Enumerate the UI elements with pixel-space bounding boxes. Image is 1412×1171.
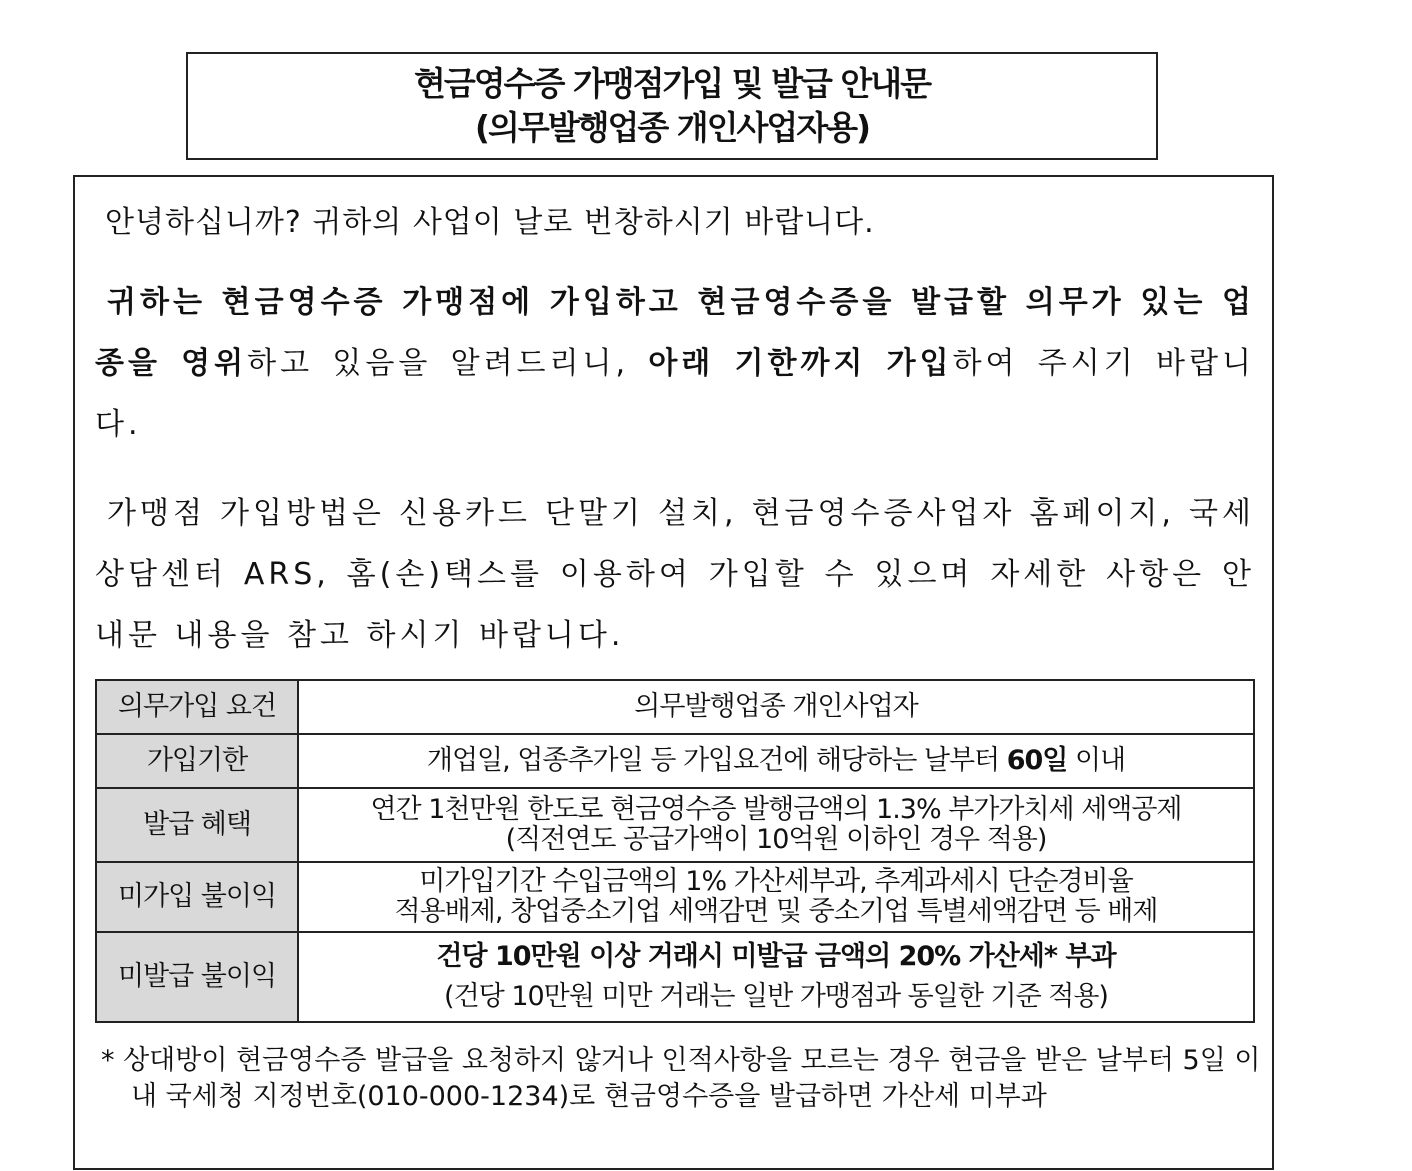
row-label: 가입기한 (96, 734, 298, 788)
notice-text-2: 하고 있음을 알려드리니, (247, 346, 649, 381)
row-label: 미발급 불이익 (96, 932, 298, 1022)
notice-bold-1: 귀하는 현금영수증 가맹점에 가입하고 현금영수증을 발급할 의무가 있는 업종을 영위 (95, 285, 1255, 381)
benefit-line-1: 연간 1천만원 한도로 현금영수증 발행금액의 1.3% 부가가치세 세액공제 (370, 794, 1182, 825)
table-row (96, 680, 1254, 734)
table-row (96, 862, 1254, 932)
row-label: 발급 혜택 (96, 788, 298, 862)
requirements-table (95, 679, 1255, 1023)
row-value (298, 862, 1254, 932)
footnote: * 상대방이 현금영수증 발급을 요청하지 않거나 인적사항을 모르는 경우 현금을 받은 날부터 5일 이내 국세청 지정번호(010-000-1234)로 현금영수증을 발급하면 가산세 미부과 (101, 1045, 1261, 1112)
non-issuance-line-1: 건당 10만원 이상 거래시 미발급 금액의 20% 가산세* 부과 (436, 941, 1116, 972)
benefit-line-2: (직전연도 공급가액이 10억원 이하인 경우 적용) (505, 824, 1047, 855)
row-label: 미가입 불이익 (96, 862, 298, 932)
document-title: 현금영수증 가맹점가입 및 발급 안내문 (413, 64, 930, 103)
notice-body (73, 175, 1274, 1170)
non-issuance-line-2: (건당 10만원 미만 거래는 일반 가맹점과 동일한 기준 적용) (444, 981, 1108, 1012)
table-row (96, 734, 1254, 788)
row-value (298, 788, 1254, 862)
table-row (96, 788, 1254, 862)
registration-method-text (95, 483, 1255, 666)
document-title-box (186, 52, 1158, 160)
non-registration-line-1: 미가입기간 수입금액의 1% 가산세부과, 추계과세시 단순경비율 (419, 866, 1133, 897)
document-subtitle: (의무발행업종 개인사업자용) (474, 108, 870, 147)
deadline-text: 개업일, 업종추가일 등 가입요건에 해당하는 날부터 (426, 745, 1007, 776)
method-text: 가맹점 가입방법은 신용카드 단말기 설치, 현금영수증사업자 홈페이지, 국세상담센터 ARS, 홈(손)택스를 이용하여 가입할 수 있으며 자세한 사항은 안내문 내용을 참고 하시기 바랍니다. (95, 496, 1255, 653)
deadline-suffix: 이내 (1067, 745, 1126, 776)
row-label: 의무가입 요건 (96, 680, 298, 734)
table-row (96, 932, 1254, 1022)
non-registration-line-2: 적용배제, 창업중소기업 세액감면 및 중소기업 특별세액감면 등 배제 (394, 896, 1158, 927)
obligation-notice (95, 272, 1255, 455)
row-value (298, 734, 1254, 788)
deadline-days: 60일 (1006, 745, 1068, 776)
greeting-text: 안녕하십니까? 귀하의 사업이 날로 번창하시기 바랍니다. (105, 205, 875, 240)
notice-bold-3: 아래 기한까지 가입 (648, 346, 953, 381)
row-value (298, 932, 1254, 1022)
notice-text-4: 하여 주시기 바랍니다. (95, 346, 1255, 442)
row-value: 의무발행업종 개인사업자 (298, 680, 1254, 734)
